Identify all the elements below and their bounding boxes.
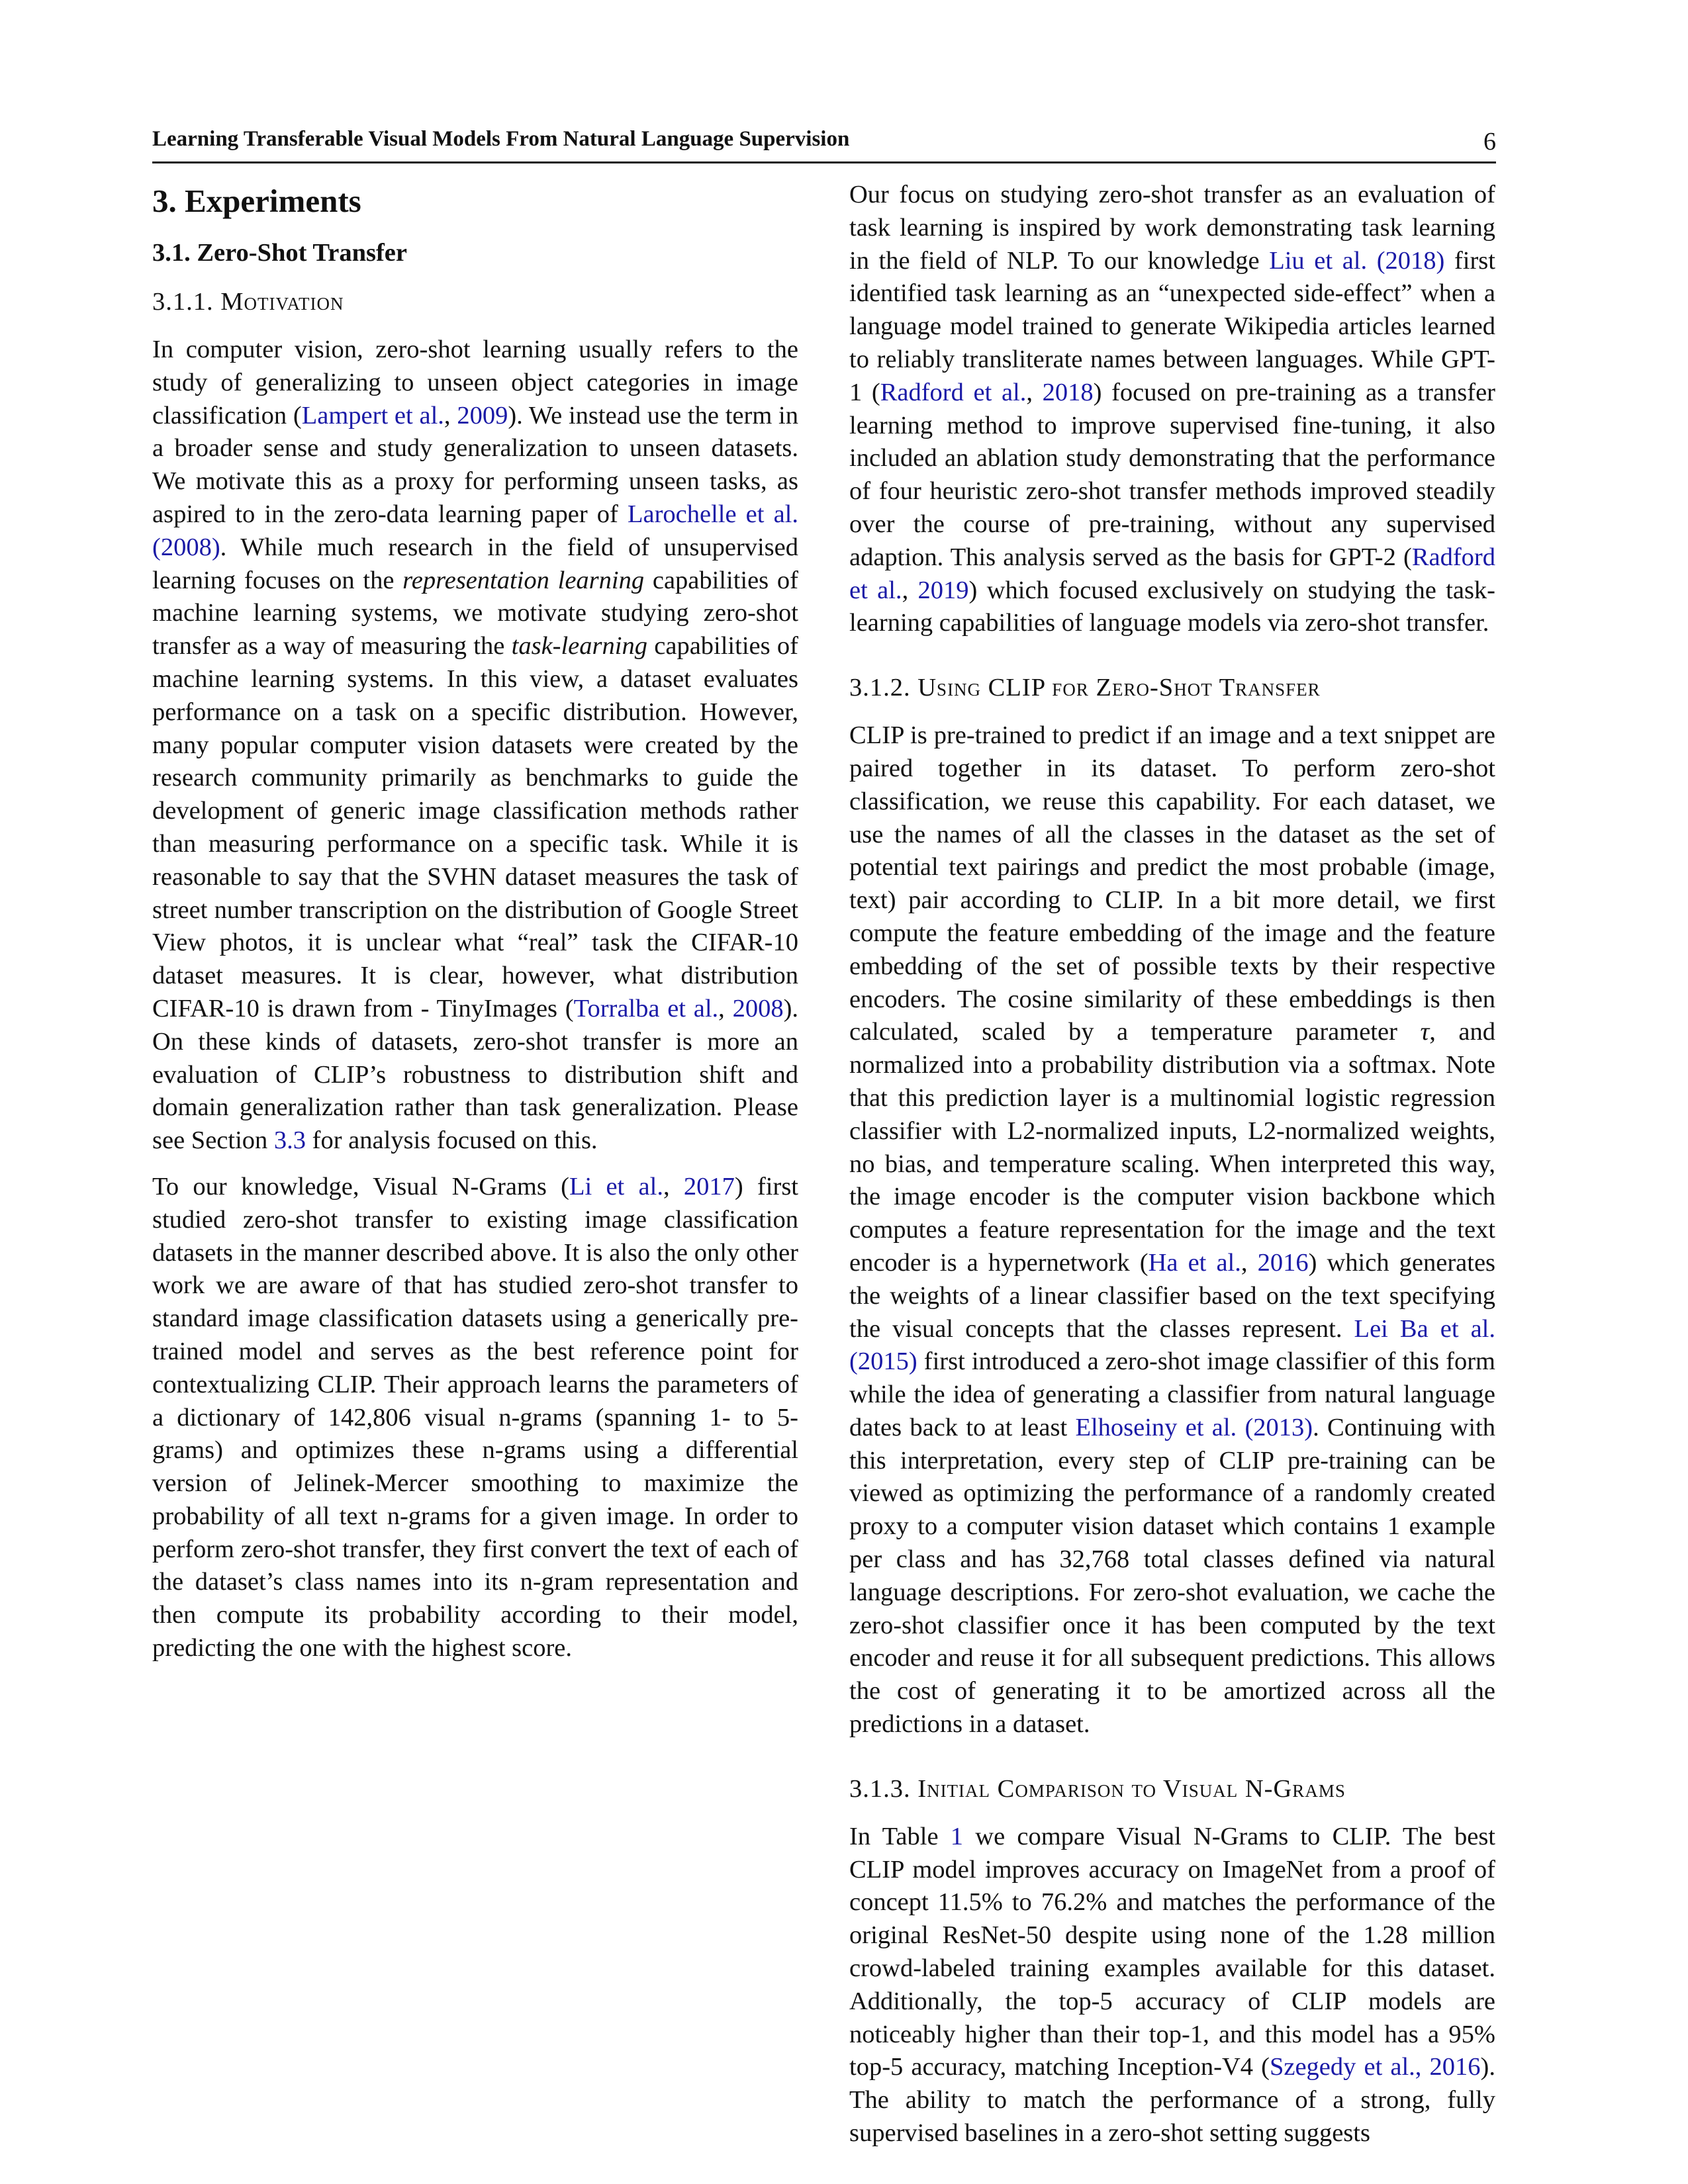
- running-header: [152, 127, 1496, 163]
- left-column: [152, 179, 798, 1678]
- text: ,: [444, 401, 457, 430]
- text: for analysis focused on this.: [306, 1126, 598, 1155]
- text: . Continuing with this interpretation, every step of CLIP pre-training can be viewed as optimizing the performance of a randomly created proxy to a computer vision dataset which contains 1 example per class and has 32,768 total classes defined via natural language descriptions. For zero-shot evaluation, we cache the zero-shot classifier once it has been computed by the text encoder and reuse it for all subsequent predictions. This allows the cost of generating it to be amortized across all the predictions in a dataset.: [849, 1413, 1495, 1739]
- paragraph-initial-comparison: [849, 1821, 1495, 2150]
- text: ,: [1241, 1248, 1258, 1277]
- citation-link[interactable]: 2008: [732, 994, 784, 1023]
- section-title: 3. Experiments: [152, 183, 361, 219]
- citation-link[interactable]: Szegedy et al., 2016: [1269, 2053, 1481, 2081]
- text: ,: [663, 1172, 684, 1201]
- text: ). We instead use the term in a broader sense and study generalization to unseen datasets. We motivate this as a proxy for performing unseen tasks, as aspired to in the zero-data learning paper of: [152, 401, 798, 528]
- text: ) which generates the weights of a linear classifier based on the text specifying the visual concepts that the classes represent.: [849, 1248, 1496, 1343]
- paragraph-motivation-3-continued: [849, 179, 1495, 640]
- text: ,: [718, 994, 733, 1023]
- motivation-heading: 3.1.1. Motivation: [152, 288, 344, 316]
- citation-link[interactable]: Li et al.: [569, 1172, 663, 1201]
- text: first identified task learning as an “unexpected side-effect” when a language model trained to generate Wikipedia articles learned to reliably transliterate names between languages. While GPT-1 (: [849, 246, 1495, 406]
- citation-link[interactable]: 2016: [1257, 1248, 1309, 1277]
- citation-link[interactable]: Elhoseiny et al. (2013): [1075, 1413, 1313, 1441]
- text: ). The ability to match the performance of a strong, fully supervised baselines in a zero-shot setting suggests: [849, 2053, 1495, 2148]
- text: ) which focused exclusively on studying the task-learning capabilities of language models via zero-shot transfer.: [849, 576, 1495, 637]
- text: Our focus on studying zero-shot transfer as an evaluation of task learning is inspired by work demonstrating task learning in the field of NLP. To our knowledge: [849, 181, 1495, 275]
- citation-link[interactable]: 2019: [917, 576, 969, 604]
- text: capabilities of machine learning systems. In this view, a dataset evaluates performance on a task on a specific distribution. However, many popular computer vision datasets were created by the research community primarily as benchmarks to guide the development of generic image classification methods rather than measuring performance on a specific task. While it is reasonable to say that the SVHN dataset measures the task of street number transcription on the distribution of Google Street View photos, it is unclear what “real” task the CIFAR-10 dataset measures. It is clear, however, what distribution CIFAR-10 is drawn from - TinyImages (: [152, 632, 798, 1023]
- citation-link[interactable]: Ha et al.: [1148, 1248, 1241, 1277]
- text: To our knowledge, Visual N-Grams (: [152, 1172, 569, 1201]
- emphasis: representation learning: [402, 566, 645, 594]
- text: In Table: [849, 1822, 951, 1850]
- text: ,: [902, 576, 918, 604]
- citation-link[interactable]: 2017: [683, 1172, 735, 1201]
- paragraph-using-clip: [849, 719, 1495, 1741]
- right-column-flow: [849, 179, 1495, 640]
- subsection-title: 3.1. Zero-Shot Transfer: [152, 239, 407, 267]
- emphasis: task-learning: [511, 632, 647, 660]
- text: ) first studied zero-shot transfer to existing image classification datasets in the manner described above. It is also the only other work we are aware of that has studied zero-shot transfer to standard image classification datasets using a generically pre-trained model and serves as the best reference point for contextualizing CLIP. Their approach learns the parameters of a dictionary of 142,806 visual n-grams (spanning 1- to 5- grams) and optimizes these n-grams using a differential version of Jelinek-Mercer smoothing to maximize the probability of all text n-grams for a given image. In order to perform zero-shot transfer, they first convert the text of each of the dataset’s class names into its n-gram representation and then compute its probability according to their model, predicting the one with the highest score.: [152, 1172, 798, 1662]
- text: ). On these kinds of datasets, zero-shot transfer is more an evaluation of CLIP’s robustness to distribution shift and domain generalization rather than task generalization. Please see Section: [152, 994, 799, 1155]
- using-clip-heading: 3.1.2. Using CLIP for Zero-Shot Transfer: [849, 674, 1321, 702]
- text: capabilities of machine learning systems, we motivate studying zero-shot transfer as a way of measuring the: [152, 566, 798, 660]
- paragraph-motivation-2: [152, 1171, 798, 1665]
- text: we compare Visual N-Grams to CLIP. The best CLIP model improves accuracy on ImageNet from a proof of concept 11.5% to 76.2% and matches the performance of the original ResNet-50 despite using none of the 1.28 million crowd-labeled training examples available for this dataset. Additionally, the top-5 accuracy of CLIP models are noticeably higher than their top-1, and this model has a 95% top-5 accuracy, matching Inception-V4 (: [849, 1822, 1496, 2081]
- citation-link[interactable]: Radford et al.: [880, 378, 1027, 406]
- table-link[interactable]: 1: [950, 1822, 964, 1850]
- citation-link[interactable]: Lei Ba et al. (2015): [849, 1314, 1496, 1376]
- right-column: [849, 179, 1495, 2150]
- citation-link[interactable]: 2018: [1042, 378, 1094, 406]
- text: , and normalized into a probability distribution via a softmax. Note that this prediction layer is a multinomial logistic regression classifier with L2-normalized inputs, L2-normalized weights, no bias, and temperature scaling. When interpreted this way, the image encoder is the computer vision backbone which computes a feature representation for the image and the text encoder is a hypernetwork (: [849, 1018, 1495, 1277]
- running-title: Learning Transferable Visual Models From Natural Language Supervision: [152, 127, 850, 151]
- citation-link[interactable]: Liu et al. (2018): [1269, 246, 1445, 275]
- tau-symbol: τ: [1420, 1018, 1430, 1046]
- paragraph-motivation-1: [152, 334, 798, 1158]
- text: ) focused on pre-training as a transfer learning method to improve supervised fine-tuning, it also included an ablation study demonstrating that the performance of four heuristic zero-shot transfer methods improved steadily over the course of pre-training, without any supervised adaption. This analysis served as the basis for GPT-2 (: [849, 378, 1495, 571]
- text: . While much research in the field of unsupervised learning focuses on the: [152, 533, 798, 594]
- page-number: 6: [1483, 128, 1496, 156]
- text: ,: [1026, 378, 1043, 406]
- initial-comparison-heading: 3.1.3. Initial Comparison to Visual N-Grams: [849, 1774, 1346, 1803]
- citation-link[interactable]: Lampert et al.: [301, 401, 444, 430]
- text: CLIP is pre-trained to predict if an image and a text snippet are paired together in its dataset. To perform zero-shot classification, we reuse this capability. For each dataset, we use the names of all the classes in the dataset as the set of potential text pairings and predict the most probable (image, text) pair according to CLIP. In a bit more detail, we first compute the feature embedding of the image and the feature embedding of the set of possible texts by their respective encoders. The cosine similarity of these embeddings is then calculated, scaled by a temperature parameter: [849, 721, 1495, 1046]
- citation-link[interactable]: Radford et al.: [849, 543, 1495, 604]
- section-link[interactable]: 3.3: [273, 1126, 306, 1155]
- citation-link[interactable]: 2009: [457, 401, 508, 430]
- citation-link[interactable]: Torralba et al.: [573, 994, 719, 1023]
- text: In computer vision, zero-shot learning usually refers to the study of generalizing to unseen object categories in image classification (: [152, 336, 798, 430]
- text: first introduced a zero-shot image classifier of this form while the idea of generating a classifier from natural language dates back to at least: [849, 1347, 1495, 1441]
- citation-link[interactable]: Larochelle et al. (2008): [152, 500, 798, 561]
